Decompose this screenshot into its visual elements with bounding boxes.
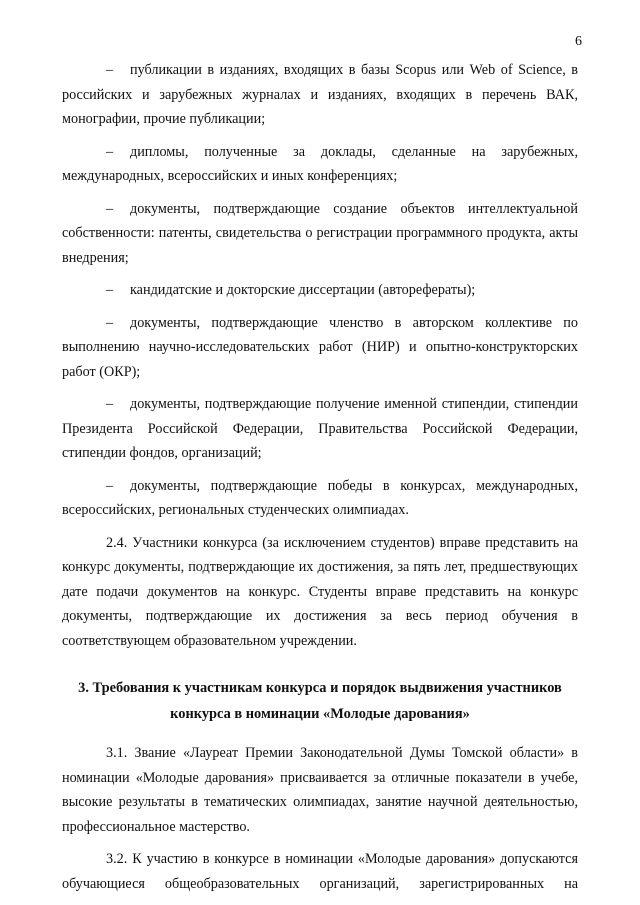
page-number: 6 (575, 34, 582, 49)
dash-marker: – (106, 200, 114, 217)
list-item (62, 58, 578, 132)
list-item-text: кандидатские и докторские диссертации (авторефераты); (130, 282, 476, 298)
paragraph-3-2: 3.2. К участию в конкурсе в номинации «Молодые дарования» допускаются обучающиеся общеобразовательных организаций, зарегистрированных на (62, 851, 578, 892)
list-item-text: документы, подтверждающие получение именной стипендии, стипендии Президента Российской Федерации, Правительства Российской Федерации, стипендии фондов, организаций; (62, 396, 578, 461)
dash-marker: – (106, 143, 114, 160)
list-item (62, 392, 578, 466)
dash-marker: – (106, 314, 114, 331)
heading-line-2: конкурса в номинации «Молодые дарования» (170, 706, 470, 722)
list-item-text: документы, подтверждающие членство в авторском коллективе по выполнению научно-исследовательских работ (НИР) и опытно-конструкторских работ (ОКР); (62, 314, 578, 380)
list-item-text: документы, подтверждающие победы в конкурсах, международных, всероссийских, региональных студенческих олимпиадах. (62, 477, 578, 518)
dash-marker: – (106, 282, 114, 298)
list-item-text: документы, подтверждающие создание объектов интеллектуальной собственности: патенты, свидетельства о регистрации программного продукта, акты внедрения; (62, 200, 578, 266)
section-3-heading (62, 675, 578, 727)
heading-line-1: 3. Требования к участникам конкурса и порядок выдвижения участников (78, 680, 562, 696)
list-item (62, 140, 578, 189)
dash-marker: – (106, 396, 114, 412)
list-item (62, 311, 578, 385)
paragraph-2-4: 2.4. Участники конкурса (за исключением студентов) вправе представить на конкурс документы, подтверждающие их достижения, за пять лет, предшествующих дате подачи документов на конкурс. Студенты вправе представить на конкурс документы, подтверждающие их достижения за весь период обучения в соответствующем образовательном учреждении. (62, 534, 578, 649)
list-item (62, 474, 578, 523)
dash-marker: – (106, 477, 114, 494)
dash-marker: – (106, 62, 114, 78)
list-item-text: публикации в изданиях, входящих в базы Scopus или Web of Science, в российских и зарубежных журналах и изданиях, входящих в перечень ВАК, монографии, прочие публикации; (62, 62, 578, 127)
list-item (62, 197, 578, 271)
paragraph-3-1: 3.1. Звание «Лауреат Премии Законодательной Думы Томской области» в номинации «Молодые дарования» присваивается за отличные показатели в учебе, высокие результаты в тематических олимпиадах, занятие научной деятельностью, профессиональное мастерство. (62, 745, 578, 835)
list-item-text: дипломы, полученные за доклады, сделанные на зарубежных, международных, всероссийских и иных конференциях; (62, 143, 578, 184)
page-content (62, 58, 578, 904)
list-item (62, 278, 578, 303)
